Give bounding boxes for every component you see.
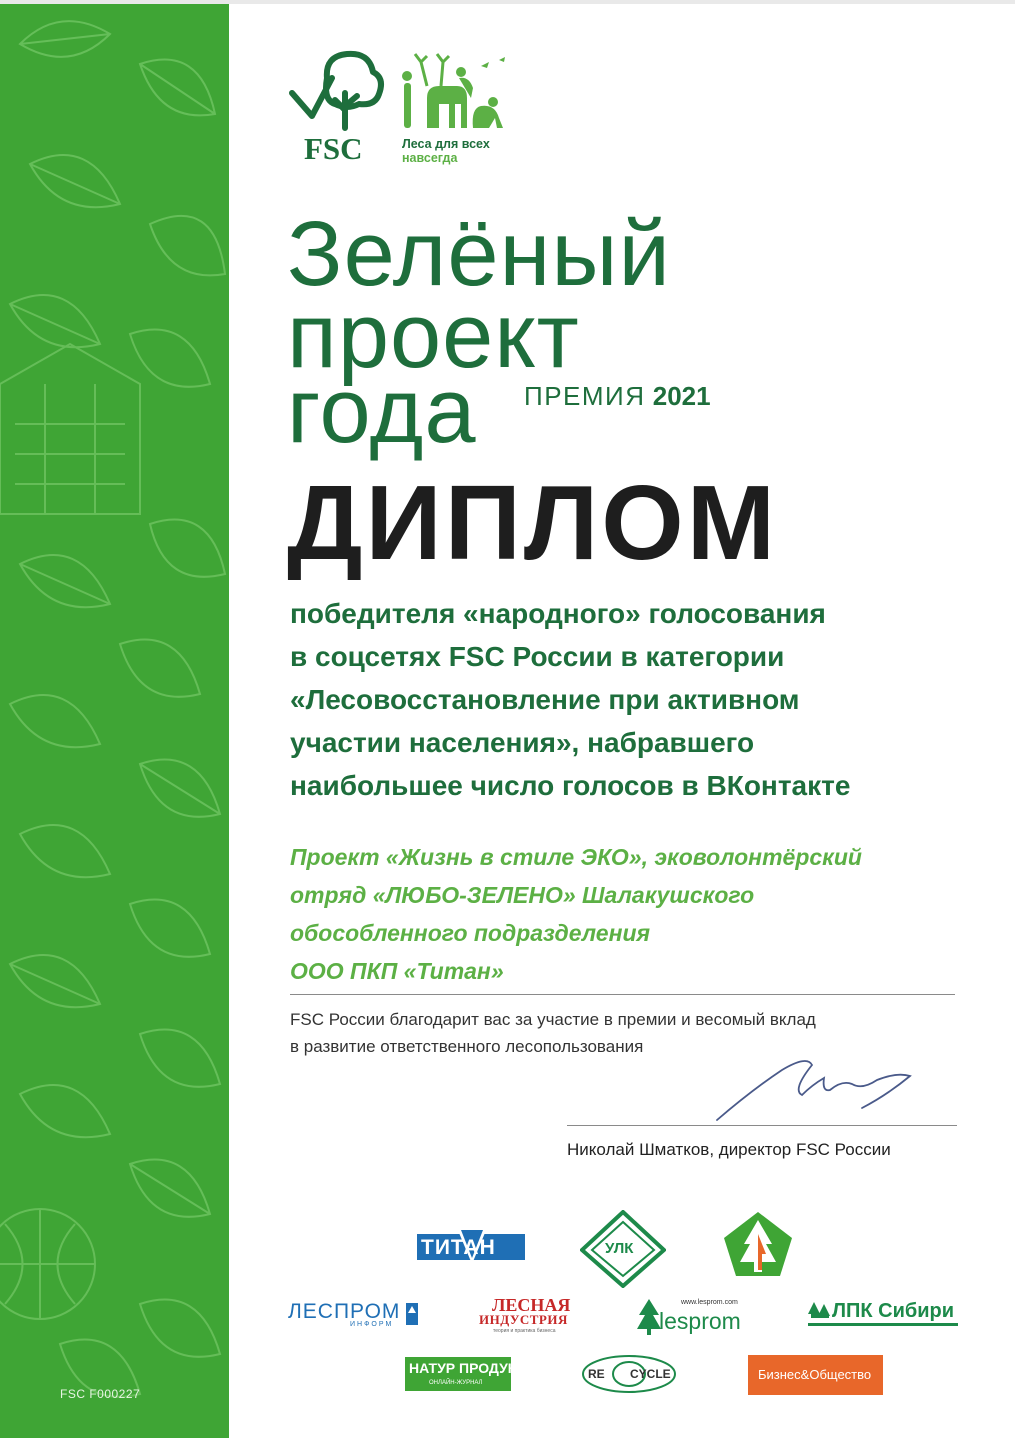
recycle-re: RE	[588, 1367, 605, 1381]
lesprom-inform-sub: ИНФОРМ	[350, 1321, 394, 1328]
title-line-3: года	[287, 360, 477, 462]
award-word: ПРЕМИЯ	[524, 381, 646, 411]
lesprom-inform-logo	[288, 1300, 420, 1330]
title-line-2: проект	[287, 285, 580, 387]
project-line: обособленного подразделения	[290, 920, 651, 946]
lesprom-tree-icon	[637, 1299, 661, 1335]
winner-line: наибольшее число голосов в ВКонтакте	[290, 770, 851, 801]
lesnaya-industriya-logo	[477, 1295, 582, 1337]
winner-line: «Лесовосстановление при активном	[290, 684, 800, 715]
signer-name: Николай Шматков, директор FSC России	[567, 1140, 891, 1159]
forests-for-all-logo	[399, 48, 514, 138]
lpk-sibiri-logo	[808, 1300, 958, 1334]
lpk-trees-icon	[808, 1302, 832, 1322]
lesprom-logo	[637, 1297, 757, 1337]
project-line: ООО ПКП «Титан»	[290, 958, 504, 984]
titan-text: ТИТАН	[421, 1236, 496, 1259]
diploma-heading: ДИПЛОМ	[287, 464, 779, 582]
lesprom-inform-text: ЛЕСПРОМ	[288, 1300, 401, 1323]
award-label	[524, 381, 711, 412]
lpk-underline	[808, 1323, 958, 1326]
biznes-obshchestvo-logo	[748, 1355, 883, 1395]
leaf-pattern	[0, 4, 229, 1438]
titan-logo	[417, 1228, 525, 1266]
header-logos	[287, 48, 517, 166]
natur-text: НАТУР ПРОДУКТ	[409, 1360, 526, 1376]
recycle-cycle: CYCLE	[630, 1367, 671, 1381]
title-line-1: Зелёный	[287, 203, 671, 305]
project-line: Проект «Жизнь в стиле ЭКО», эковолонтёрский	[290, 844, 862, 870]
recycle-logo	[580, 1354, 678, 1394]
divider-line	[290, 994, 955, 995]
pentagon-tree-logo	[722, 1210, 794, 1278]
handwritten-signature	[712, 1050, 922, 1125]
decorative-sidebar	[0, 4, 229, 1438]
thanks-line: в развитие ответственного лесопользования	[290, 1037, 644, 1056]
fsc-tree-logo	[287, 48, 387, 133]
thanks-line: FSC России благодарит вас за участие в премии и весомый вклад	[290, 1010, 816, 1029]
biznes-text: Бизнес&Общество	[758, 1367, 872, 1382]
natur-produkt-logo	[405, 1357, 526, 1391]
winner-line: победителя «народного» голосования	[290, 598, 826, 629]
lpk-text: ЛПК Сибири	[832, 1300, 955, 1322]
project-line: отряд «ЛЮБО-ЗЕЛЕНО» Шалакушского	[290, 882, 755, 908]
lesprom-text: lesprom	[659, 1308, 741, 1334]
winner-line: участии населения», набравшего	[290, 727, 755, 758]
project-name	[290, 838, 990, 990]
winner-line: в соцсетях FSC России в категории	[290, 641, 785, 672]
ulk-logo	[580, 1210, 666, 1288]
ulk-text: УЛК	[605, 1240, 634, 1257]
lesnaya-text-2: ИНДУСТРИЯ	[479, 1312, 568, 1327]
lesprom-url: www.lesprom.com	[681, 1299, 738, 1306]
winner-description	[290, 592, 980, 807]
lesprom-inform-icon	[406, 1303, 418, 1325]
forests-slogan-line2: навсегда	[402, 151, 458, 165]
natur-sub: ОНЛАЙН-ЖУРНАЛ	[429, 1380, 483, 1386]
lesnaya-text-1: ЛЕСНАЯ	[492, 1295, 571, 1315]
lesnaya-sub: теория и практика бизнеса	[493, 1328, 556, 1334]
forests-slogan-line1: Леса для всех	[402, 137, 490, 151]
fsc-license-code: FSC F000227	[60, 1387, 141, 1401]
fsc-logo-text: FSC	[304, 131, 363, 166]
award-year: 2021	[652, 381, 711, 411]
signature-line	[567, 1125, 957, 1126]
